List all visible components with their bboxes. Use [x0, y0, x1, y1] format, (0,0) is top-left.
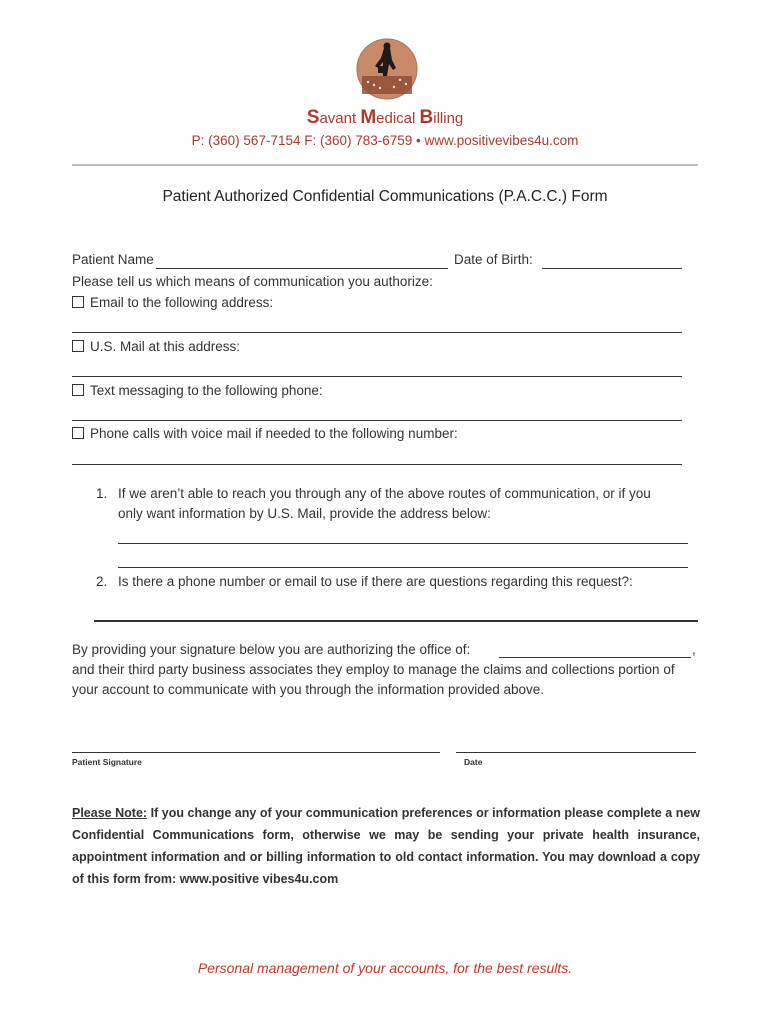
brand-initial-b: B	[419, 107, 434, 128]
option-text[interactable]	[72, 383, 323, 398]
auth-line-1-text: By providing your signature below you are authorizing the office of:	[72, 642, 471, 657]
company-logo	[356, 38, 418, 100]
patient-name-label: Patient Name	[72, 252, 154, 267]
option-email-label: Email to the following address:	[90, 295, 274, 310]
option-phone-label: Phone calls with voice mail if needed to the following number:	[90, 426, 458, 441]
brand-initial-s: S	[306, 107, 320, 128]
brand-word-illing: illing	[433, 110, 464, 127]
please-note-body: If you change any of your communication preferences or information please complete a new Confidential Communications form, otherwise we may be sending your private health insurance, appointment information and or billing information to old contact information. You may download a copy of this form from: www.positive vibes4u.com	[72, 806, 701, 886]
brand-initial-m: M	[360, 107, 377, 128]
question-1-line-2: only want information by U.S. Mail, provide the address below:	[118, 506, 491, 521]
q1-address-line-2[interactable]	[118, 567, 688, 568]
question-2-number: 2.	[96, 574, 108, 589]
dob-label: Date of Birth:	[454, 252, 533, 267]
brand-word-edical: edical	[376, 110, 420, 127]
option-text-label: Text messaging to the following phone:	[90, 383, 323, 398]
mail-checkbox[interactable]	[72, 340, 84, 352]
auth-line-3: your account to communicate with you through the information provided above.	[72, 682, 545, 697]
form-title: Patient Authorized Confidential Communications (P.A.C.C.) Form	[162, 188, 608, 205]
email-address-field[interactable]	[72, 332, 682, 333]
header-divider	[72, 164, 698, 166]
mail-address-field[interactable]	[72, 376, 682, 377]
auth-line-1-comma: ,	[692, 642, 696, 657]
q2-answer-field[interactable]	[94, 620, 698, 622]
option-mail[interactable]	[72, 339, 240, 354]
patient-signature-field[interactable]	[72, 752, 440, 753]
q1-address-line-1[interactable]	[118, 543, 688, 544]
patient-signature-label: Patient Signature	[72, 757, 142, 767]
patient-name-field[interactable]	[156, 268, 448, 269]
question-2-text: Is there a phone number or email to use if there are questions regarding this request?:	[118, 574, 633, 589]
text-checkbox[interactable]	[72, 384, 84, 396]
question-1-line-1: If we aren’t able to reach you through any of the above routes of communication, or if you	[118, 486, 651, 501]
brand-word-avant: avant	[319, 110, 361, 127]
phone-number-field[interactable]	[72, 464, 682, 465]
question-1-number: 1.	[96, 486, 108, 501]
office-name-field[interactable]	[499, 657, 691, 658]
phone-checkbox[interactable]	[72, 427, 84, 439]
option-phone[interactable]	[72, 426, 458, 441]
dob-field[interactable]	[542, 268, 682, 269]
email-checkbox[interactable]	[72, 296, 84, 308]
option-mail-label: U.S. Mail at this address:	[90, 339, 241, 354]
footer-tagline: Personal management of your accounts, for the best results.	[197, 960, 573, 976]
instruction-text: Please tell us which means of communication you authorize:	[72, 274, 433, 289]
date-label: Date	[464, 757, 483, 767]
auth-line-2: and their third party business associates they employ to manage the claims and collections portion of	[72, 662, 675, 677]
contact-info: P: (360) 567-7154 F: (360) 783-6759 • www.positivevibes4u.com	[191, 133, 579, 148]
company-name	[0, 107, 770, 129]
please-note	[72, 802, 700, 890]
signature-date-field[interactable]	[456, 752, 696, 753]
please-note-lead: Please Note:	[72, 806, 148, 820]
text-phone-field[interactable]	[72, 420, 682, 421]
option-email[interactable]	[72, 295, 273, 310]
auth-line-1	[72, 642, 470, 657]
